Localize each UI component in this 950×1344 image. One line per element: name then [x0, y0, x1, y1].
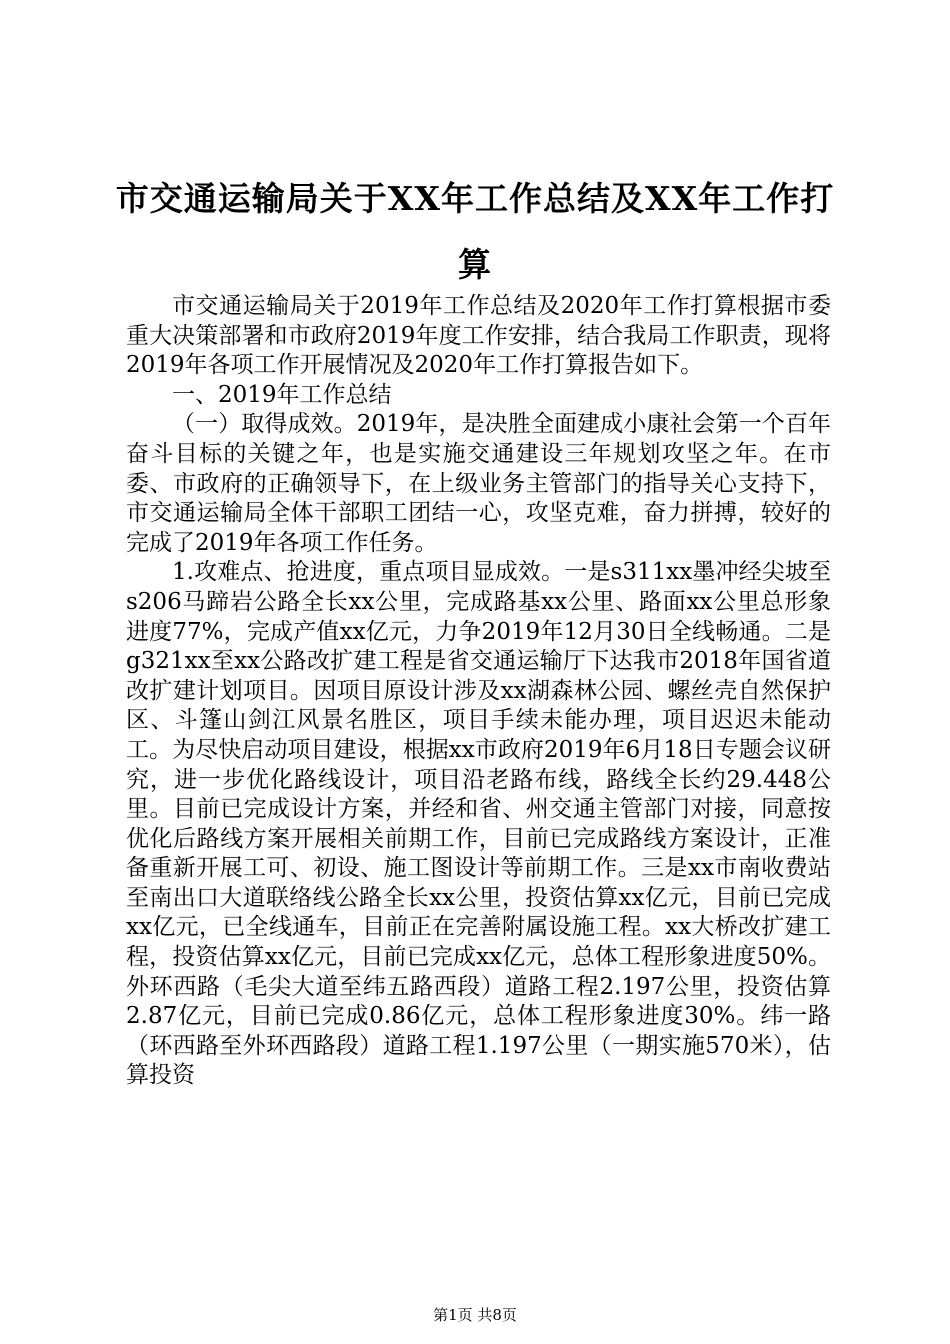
- intro-paragraph: 市交通运输局关于2019年工作总结及2020年工作打算根据市委重大决策部署和市政府2019年度工作安排，结合我局工作职责，现将2019年各项工作开展情况及2020年工作打算报告如下。: [126, 293, 831, 379]
- key-projects-paragraph: 1.攻难点、抢进度，重点项目显成效。一是s311xx墨冲经尖坡至s206马蹄岩公路全长xx公里，完成路基xx公里、路面xx公里总形象进度77%，完成产值xx亿元，力争2019年12月30日全线畅通。二是g321xx至xx公路改扩建工程是省交通运输厅下达我市2018年国省道改扩建计划项目。因项目原设计涉及xx湖森林公园、螺丝壳自然保护区、斗篷山剑江风景名胜区，项目手续未能办理，项目迟迟未能动工。为尽快启动项目建设，根据xx市政府2019年6月18日专题会议研究，进一步优化路线设计，项目沿老路布线，路线全长约29.448公里。目前已完成设计方案，并经和省、州交通主管部门对接，同意按优化后路线方案开展相关前期工作，目前已完成路线方案设计，正准备重新开展工可、初设、施工图设计等前期工作。三是xx市南收费站至南出口大道联络线公路全长xx公里，投资估算xx亿元，目前已完成xx亿元，已全线通车，目前正在完善附属设施工程。xx大桥改扩建工程，投资估算xx亿元，目前已完成xx亿元，总体工程形象进度50%。外环西路（毛尖大道至纬五路西段）道路工程2.197公里，投资估算2.87亿元，目前已完成0.86亿元，总体工程形象进度30%。纬一路（环西路至外环西路段）道路工程1.197公里（一期实施570米），估算投资: [126, 559, 831, 1089]
- page-footer: 第1页 共8页: [433, 1306, 517, 1324]
- document-title: 市交通运输局关于XX年工作总结及XX年工作打算: [115, 179, 835, 284]
- achievements-paragraph: （一）取得成效。2019年，是决胜全面建成小康社会第一个百年奋斗目标的关键之年，也是实施交通建设三年规划攻坚之年。在市委、市政府的正确领导下，在上级业务主管部门的指导关心支持下，市交通运输局全体干部职工团结一心，攻坚克难，奋力拼搏，较好的完成了2019年各项工作任务。: [126, 411, 831, 556]
- section-heading: 一、2019年工作总结: [172, 381, 392, 408]
- document-body: [126, 292, 831, 1091]
